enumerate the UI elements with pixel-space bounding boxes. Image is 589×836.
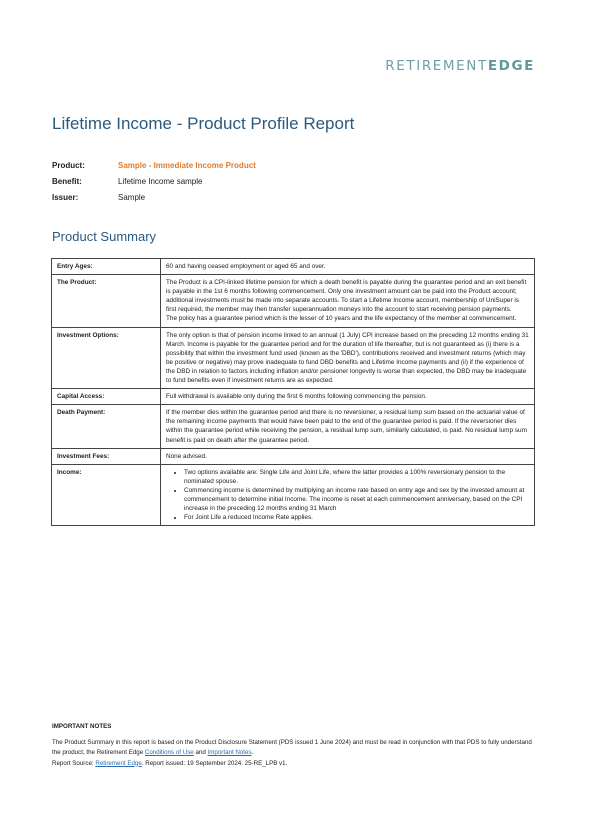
table-row xyxy=(52,327,535,389)
logo-text-retirement: RETIREMENT xyxy=(385,58,488,74)
notes-text: The Product Summary in this report is based on the Product Disclosure Statement (PDS issued 1 June 2024) and must be read in conjunction with that PDS to fully understand the product, the Retirement Edge xyxy=(52,738,532,757)
row-text-paragraph: The Product is a CPI-linked lifetime pension for which a death benefit is payable during the guarantee period and an exit benefit is payable in the 1st 6 months following commencement. Only one investment amount can be paid into the Product account; additional investments must be made into separate accounts. To start a Lifetime Income account, membership of UniSuper is first required, the member may then transfer superannuation moneys into the account to start receiving pension payments. xyxy=(166,279,527,314)
row-text: None advised. xyxy=(161,448,535,464)
row-text xyxy=(161,275,535,327)
report-source: Report Source: Retirement Edge. Report issued: 19 September 2024. 25-RE_LPB v1. xyxy=(52,759,288,767)
product-meta xyxy=(52,157,256,205)
row-text: The only option is that of pension income linked to an annual (1 July) CPI increase based on the preceding 12 months ending 31 March. Income is payable for the guarantee period and for the duration of life thereafter, but is not guaranteed as (i) there is a possibility that within the investment fund used (known as the 'DBD'), contributions received and investment returns (which may be positive or negative) may prove inadequate to fund DBD benefits and Lifetime Income payments and (ii) if the experience of the DBD in relation to factors including inflation and/or pensioner longevity is worse than expected, the DBD may be inadequate to fund benefits even if investment returns are as expected. xyxy=(161,327,535,389)
source-prefix: Report Source: xyxy=(52,759,94,767)
meta-row-benefit xyxy=(52,173,256,189)
page-title: Lifetime Income - Product Profile Report xyxy=(52,114,355,133)
benefit-label: Benefit: xyxy=(52,176,82,186)
row-label: Death Payment: xyxy=(52,405,161,448)
product-value: Sample - Immediate Income Product xyxy=(118,160,256,170)
row-label: Investment Fees: xyxy=(52,448,161,464)
product-label: Product: xyxy=(52,160,85,170)
retirement-edge-link[interactable]: Retirement Edge xyxy=(95,759,142,767)
table-row xyxy=(52,405,535,448)
table-row xyxy=(52,464,535,526)
notes-body: The Product Summary in this report is based on the Product Disclosure Statement (PDS issued 1 June 2024) and must be read in conjunction with that PDS to fully understand the product, the Retirement Edge Conditions of Use and Important Notes. xyxy=(52,738,532,757)
notes-heading: IMPORTANT NOTES xyxy=(52,723,112,730)
row-text: If the member dies within the guarantee period and there is no reversioner, a residual lump sum based on the actuarial value of the remaining income payments that would have been paid to the end of the guarantee period is paid. If the reversioner dies within the guarantee period while receiving the pension, a residual lump sum, similarly calculated, is paid. No residual lump sum benefit is paid on death after the guarantee period. xyxy=(161,405,535,448)
benefit-value: Lifetime Income sample xyxy=(118,176,203,186)
row-label: Investment Options: xyxy=(52,327,161,389)
logo-text-edge: EDGE xyxy=(487,58,535,74)
table-row xyxy=(52,275,535,327)
important-notes-link[interactable]: Important Notes xyxy=(207,749,252,757)
list-item: • For Joint Life a reduced Income Rate applies. xyxy=(184,513,529,522)
issuer-value: Sample xyxy=(118,192,146,202)
table-row xyxy=(52,259,535,275)
product-summary-heading: Product Summary xyxy=(52,229,157,244)
row-text xyxy=(161,464,535,526)
retirement-edge-logo xyxy=(385,58,535,74)
row-label: The Product: xyxy=(52,275,161,327)
row-label: Income: xyxy=(52,464,161,526)
important-notes xyxy=(52,722,536,769)
list-item: • Two options available are: Single Life and Joint Life, where the latter provides a 100% reversionary pension to the nominated spouse. xyxy=(184,468,529,486)
meta-row-product xyxy=(52,157,256,173)
row-text: Full withdrawal is available only during the first 6 months following commencing the pension. xyxy=(161,389,535,405)
row-text: 60 and having ceased employment or aged 65 and over. xyxy=(161,259,535,275)
row-label: Capital Access: xyxy=(52,389,161,405)
row-text-paragraph: The policy has a guarantee period which is the lesser of 10 years and the life expectancy of the member at commencement. xyxy=(166,315,517,323)
meta-row-issuer xyxy=(52,189,256,205)
table-row xyxy=(52,448,535,464)
conditions-of-use-link[interactable]: Conditions of Use xyxy=(144,749,194,757)
issuer-label: Issuer: xyxy=(52,192,79,202)
product-summary-table xyxy=(51,258,535,526)
list-item: • Commencing income is determined by multiplying an income rate based on entry age and sex by the invested amount at commencement to determine initial Income. The income is reset at each commencement anniversary, based on the CPI increase in the preceding 12 months ending 31 March xyxy=(184,486,529,513)
row-label: Entry Ages: xyxy=(52,259,161,275)
income-bullet-list xyxy=(166,468,529,523)
notes-text-and: and xyxy=(195,749,206,757)
table-row xyxy=(52,389,535,405)
source-suffix: Report issued: 19 September 2024. 25-RE_LPB v1. xyxy=(145,759,288,767)
